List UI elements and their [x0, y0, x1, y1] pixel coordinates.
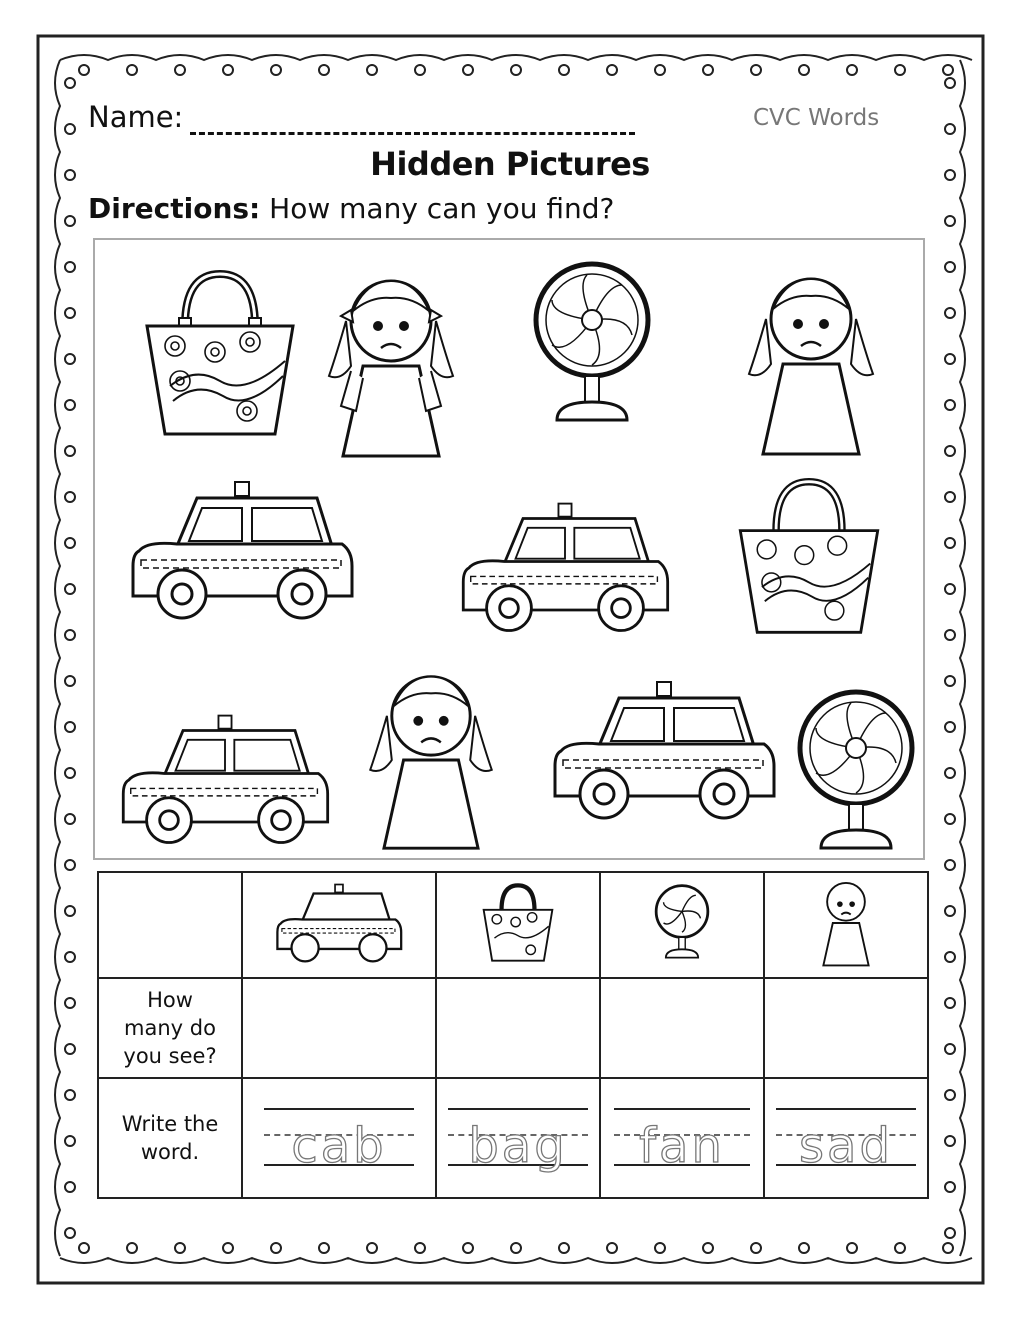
name-field-line[interactable] [190, 132, 635, 135]
col-header-bag [436, 872, 600, 978]
girl-picture [321, 266, 461, 466]
word-row [98, 1078, 928, 1198]
word-cell-sad[interactable] [764, 1078, 928, 1198]
count-row-label: How many do you see? [98, 978, 242, 1078]
word-row-label: Write the word. [98, 1078, 242, 1198]
bag-icon [478, 880, 558, 966]
trace-word-cab: cab [291, 1118, 387, 1174]
col-header-cab [242, 872, 436, 978]
count-table [97, 871, 929, 1199]
bag-picture [135, 266, 305, 442]
cab-picture [127, 476, 357, 626]
col-header-fan [600, 872, 764, 978]
directions-text: How many can you find? [269, 192, 615, 225]
sad-girl-icon [813, 875, 879, 971]
cab-picture [115, 710, 335, 850]
word-cell-cab[interactable] [242, 1078, 436, 1198]
girl-picture [361, 662, 501, 858]
count-answer-cab[interactable] [242, 978, 436, 1078]
word-cell-bag[interactable] [436, 1078, 600, 1198]
bag-picture [729, 472, 889, 642]
count-answer-bag[interactable] [436, 978, 600, 1078]
cab-icon [274, 881, 404, 966]
col-header-sad [764, 872, 928, 978]
trace-word-sad: sad [799, 1118, 893, 1174]
fan-picture [527, 260, 657, 430]
cab-picture [455, 498, 675, 638]
blank-cell [98, 872, 242, 978]
name-label: Name: [88, 100, 184, 134]
trace-word-fan: fan [639, 1118, 725, 1174]
hidden-pictures-area [93, 238, 925, 860]
cab-picture [549, 676, 779, 826]
directions [88, 192, 614, 225]
girl-picture [741, 264, 881, 464]
directions-label: Directions: [88, 192, 261, 225]
fan-picture [791, 688, 921, 858]
count-answer-sad[interactable] [764, 978, 928, 1078]
subject-label: CVC Words [753, 105, 880, 131]
fan-icon [652, 883, 712, 963]
page-title: Hidden Pictures [370, 145, 650, 183]
trace-word-bag: bag [468, 1118, 568, 1174]
word-cell-fan[interactable] [600, 1078, 764, 1198]
count-row [98, 978, 928, 1078]
table-header-row [98, 872, 928, 978]
count-answer-fan[interactable] [600, 978, 764, 1078]
